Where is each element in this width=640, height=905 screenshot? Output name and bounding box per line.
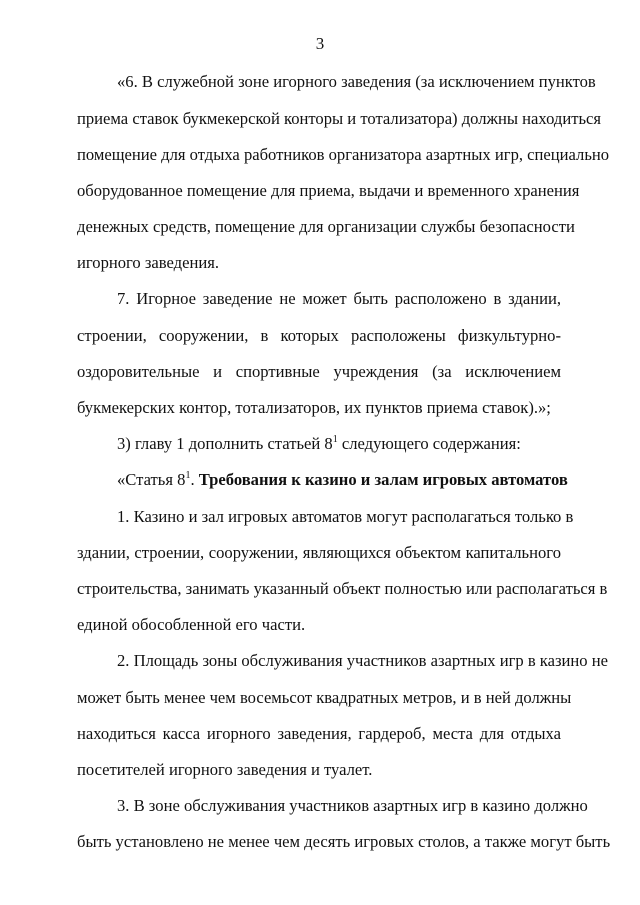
text-line: «6. В служебной зоне игорного заведения (за исключением пунктов <box>117 72 596 91</box>
article-title: Требования к казино и залам игровых автоматов <box>198 470 568 489</box>
text-line: находиться касса игорного заведения, гардероб, места для отдыха <box>77 724 561 743</box>
text-line: букмекерских контор, тотализаторов, их пунктов приема ставок).»; <box>77 398 551 417</box>
text-line: посетителей игорного заведения и туалет. <box>77 760 373 779</box>
text-line: может быть менее чем восемьсот квадратных метров, и в ней должны <box>77 688 572 707</box>
page-number: 3 <box>315 34 325 53</box>
text-line: строении, сооружении, в которых расположены физкультурно- <box>77 326 561 345</box>
text-line: 3. В зоне обслуживания участников азартных игр в казино должно <box>117 796 588 815</box>
text-line: оздоровительные и спортивные учреждения (за исключением <box>77 362 561 381</box>
article-superscript: 1 <box>185 470 191 481</box>
text-line: единой обособленной его части. <box>77 615 306 634</box>
text-line: игорного заведения. <box>77 253 220 272</box>
amendment-text: 3) главу 1 дополнить статьей 8 <box>117 434 333 453</box>
article-number: «Статья 8 <box>117 470 186 489</box>
article-heading <box>117 470 568 490</box>
article-dot: . <box>190 470 199 489</box>
text-line: 7. Игорное заведение не может быть расположено в здании, <box>117 289 561 308</box>
text-line: быть установлено не менее чем десять игровых столов, а также могут быть <box>77 832 611 851</box>
text-line: 1. Казино и зал игровых автоматов могут располагаться только в <box>117 507 574 526</box>
text-line: помещение для отдыха работников организатора азартных игр, специально <box>77 145 610 164</box>
text-line: денежных средств, помещение для организации службы безопасности <box>77 217 575 236</box>
amendment-text-end: следующего содержания: <box>337 434 521 453</box>
text-line: здании, строении, сооружении, являющихся объектом капитального <box>77 543 561 562</box>
text-line: строительства, занимать указанный объект полностью или располагаться в <box>77 579 608 598</box>
text-line: 2. Площадь зоны обслуживания участников азартных игр в казино не <box>117 651 608 670</box>
text-line: приема ставок букмекерской конторы и тотализатора) должны находиться <box>77 109 602 128</box>
text-line: оборудованное помещение для приема, выдачи и временного хранения <box>77 181 580 200</box>
amendment-superscript: 1 <box>332 434 338 445</box>
amendment-line <box>117 434 561 454</box>
